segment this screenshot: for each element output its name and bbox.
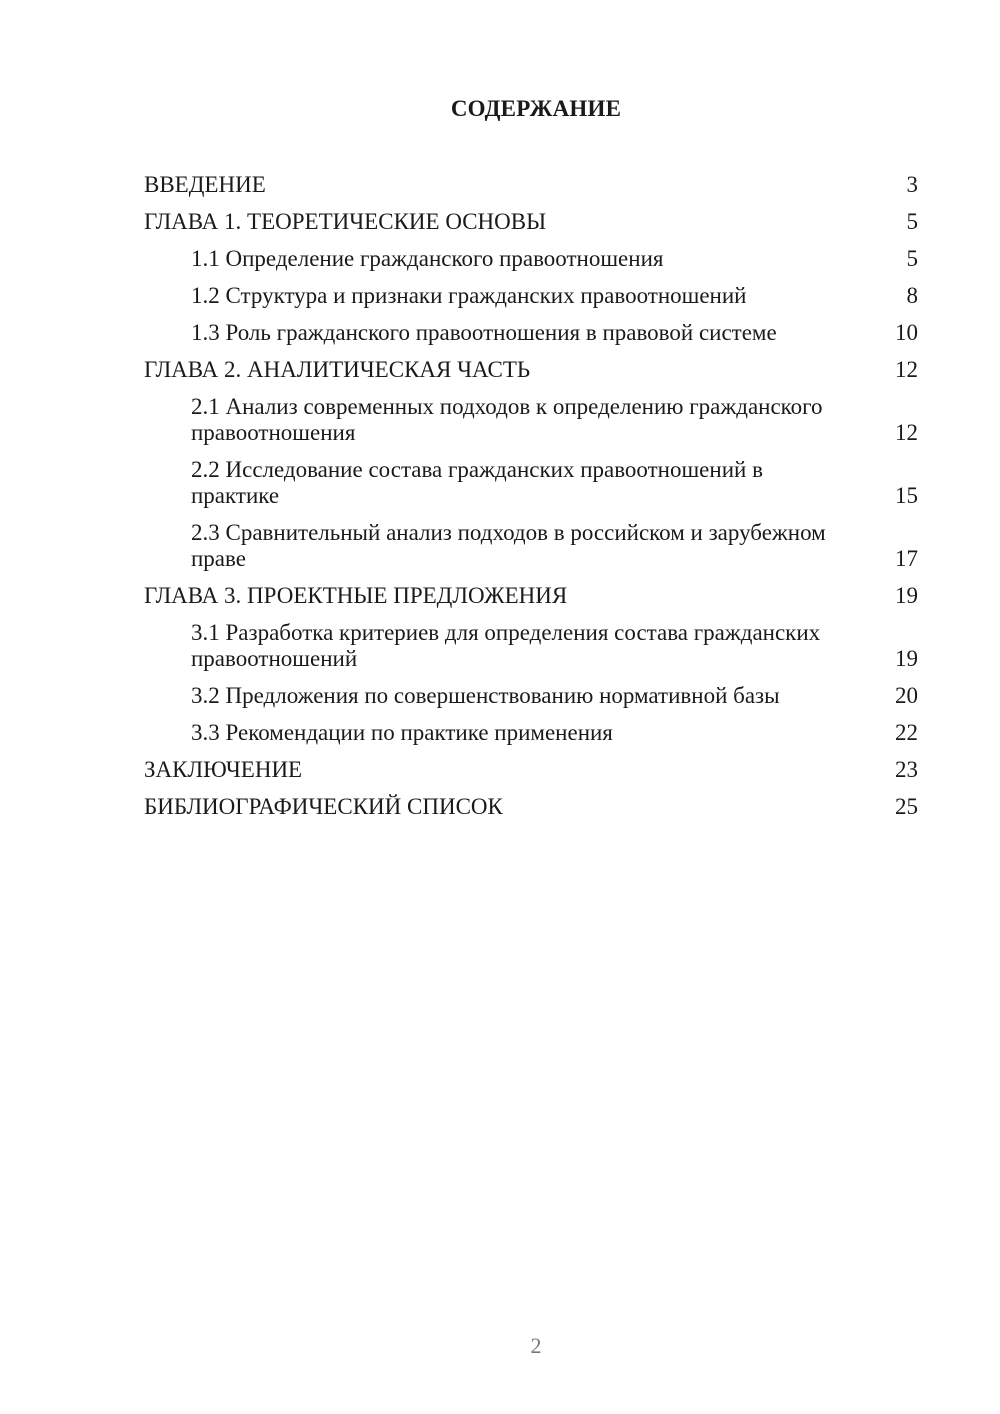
toc-entry-page: 5: [906, 209, 918, 234]
toc-entry-chapter-3[interactable]: [144, 578, 918, 615]
toc-entry-conclusion[interactable]: [144, 752, 918, 789]
table-of-contents: [144, 167, 918, 826]
toc-entry-label: 3.1 Разработка критериев для определения состава гражданских правоотношений: [191, 620, 821, 671]
toc-entry-page: 3: [906, 172, 918, 197]
toc-title: СОДЕРЖАНИЕ: [450, 96, 622, 121]
toc-entry-label: ЗАКЛЮЧЕНИЕ: [144, 757, 303, 782]
toc-entry-page: 25: [895, 794, 918, 819]
toc-entry-label: 2.1 Анализ современных подходов к определению гражданского правоотношения: [191, 394, 823, 445]
page-number: 2: [530, 1333, 542, 1358]
toc-entry-page: 12: [895, 357, 918, 382]
toc-entry-label: 2.2 Исследование состава гражданских правоотношений в практике: [191, 457, 763, 508]
toc-entry-page: 19: [895, 583, 918, 608]
toc-entry-section-2-1[interactable]: [144, 389, 918, 452]
toc-entry-label: 1.2 Структура и признаки гражданских правоотношений: [191, 283, 747, 308]
toc-entry-page: 19: [895, 646, 918, 671]
toc-entry-label: 3.2 Предложения по совершенствованию нормативной базы: [191, 683, 780, 708]
toc-entry-page: 22: [895, 720, 918, 745]
toc-entry-section-1-2[interactable]: [144, 278, 918, 315]
toc-entry-bibliography[interactable]: [144, 789, 918, 826]
toc-entry-page: 5: [906, 246, 918, 271]
toc-entry-introduction[interactable]: [144, 167, 918, 204]
toc-entry-label: 3.3 Рекомендации по практике применения: [191, 720, 613, 745]
toc-entry-section-1-1[interactable]: [144, 241, 918, 278]
toc-entry-page: 8: [906, 283, 918, 308]
toc-entry-section-1-3[interactable]: [144, 315, 918, 352]
toc-entry-section-3-2[interactable]: [144, 678, 918, 715]
toc-entry-label: 1.1 Определение гражданского правоотношения: [191, 246, 664, 271]
toc-entry-page: 15: [895, 483, 918, 508]
toc-entry-label: ВВЕДЕНИЕ: [144, 172, 266, 197]
toc-entry-label: 1.3 Роль гражданского правоотношения в правовой системе: [191, 320, 777, 345]
toc-entry-label: ГЛАВА 2. АНАЛИТИЧЕСКАЯ ЧАСТЬ: [144, 357, 531, 382]
toc-entry-section-2-3[interactable]: [144, 515, 918, 578]
toc-entry-page: 20: [895, 683, 918, 708]
toc-entry-label: ГЛАВА 1. ТЕОРЕТИЧЕСКИЕ ОСНОВЫ: [144, 209, 547, 234]
toc-entry-page: 12: [895, 420, 918, 445]
toc-entry-label: БИБЛИОГРАФИЧЕСКИЙ СПИСОК: [144, 794, 503, 819]
toc-entry-page: 10: [895, 320, 918, 345]
toc-entry-page: 23: [895, 757, 918, 782]
toc-entry-chapter-2[interactable]: [144, 352, 918, 389]
toc-entry-label: ГЛАВА 3. ПРОЕКТНЫЕ ПРЕДЛОЖЕНИЯ: [144, 583, 568, 608]
toc-entry-label: 2.3 Сравнительный анализ подходов в российском и зарубежном праве: [191, 520, 826, 571]
toc-entry-section-3-1[interactable]: [144, 615, 918, 678]
toc-entry-page: 17: [895, 546, 918, 571]
toc-entry-section-2-2[interactable]: [144, 452, 918, 515]
toc-entry-chapter-1[interactable]: [144, 204, 918, 241]
toc-entry-section-3-3[interactable]: [144, 715, 918, 752]
